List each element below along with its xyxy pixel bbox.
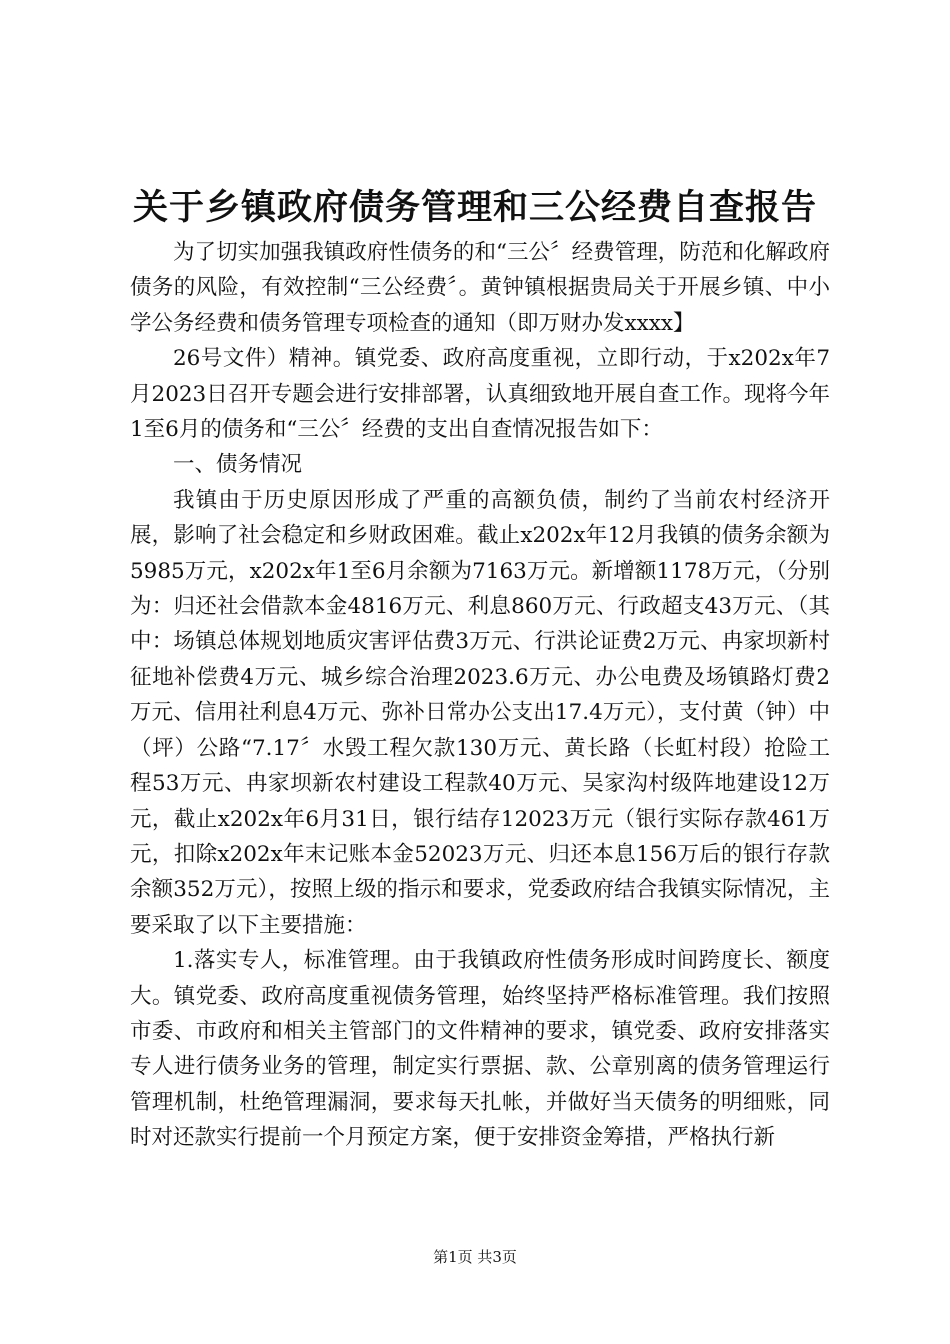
page-footer: 第1页 共3页 bbox=[433, 1248, 517, 1266]
document-title: 关于乡镇政府债务管理和三公经费自查报告 bbox=[132, 187, 817, 228]
section-heading-debt: 一、债务情况 bbox=[173, 452, 303, 478]
document-body bbox=[130, 235, 830, 1156]
paragraph-debt-details: 我镇由于历史原因形成了严重的高额负债，制约了当前农村经济开展，影响了社会稳定和乡财政困难。截止x202x年12月我镇的债务余额为5985万元，x202x年1至6月余额为7163万元。新增额1178万元，（分别为：归还社会借款本金4816万元、利息860万元、行政超支43万元、（其中：场镇总体规划地质灾害评估费3万元、行洪论证费2万元、冉家坝新村征地补偿费4万元、城乡综合治理2023.6万元、办公电费及场镇路灯费2万元、信用社利息4万元、弥补日常办公支出17.4万元），支付黄（钟）中（坪）公路“7.17〞水毁工程欠款130万元、黄长路（长虹村段）抢险工程53万元、冉家坝新农村建设工程款40万元、吴家沟村级阵地建设12万元，截止x202x年6月31日，银行结存12023万元（银行实际存款461万元，扣除x202x年末记账本金52023万元、归还本息156万后的银行存款余额352万元），按照上级的指示和要求，党委政府结合我镇实际情况，主要采取了以下主要措施： bbox=[130, 487, 830, 938]
paragraph-measure-1: 1.落实专人，标准管理。由于我镇政府性债务形成时间跨度长、额度大。镇党委、政府高度重视债务管理，始终坚持严格标准管理。我们按照市委、市政府和相关主管部门的文件精神的要求，镇党委、政府安排落实专人进行债务业务的管理，制定实行票据、款、公章别离的债务管理运行管理机制，杜绝管理漏洞，要求每天扎帐，并做好当天债务的明细账，同时对还款实行提前一个月预定方案，便于安排资金筹措，严格执行新 bbox=[130, 948, 830, 1151]
paragraph-spirit: 26号文件）精神。镇党委、政府高度重视，立即行动，于x202x年7月2023日召开专题会进行安排部署，认真细致地开展自查工作。现将今年1至6月的债务和“三公〞经费的支出自查情况报告如下： bbox=[130, 346, 830, 443]
paragraph-intro: 为了切实加强我镇政府性债务的和“三公〞经费管理，防范和化解政府债务的风险，有效控制“三公经费〞。黄钟镇根据贵局关于开展乡镇、中小学公务经费和债务管理专项检查的通知（即万财办发xxxx】 bbox=[130, 240, 830, 336]
